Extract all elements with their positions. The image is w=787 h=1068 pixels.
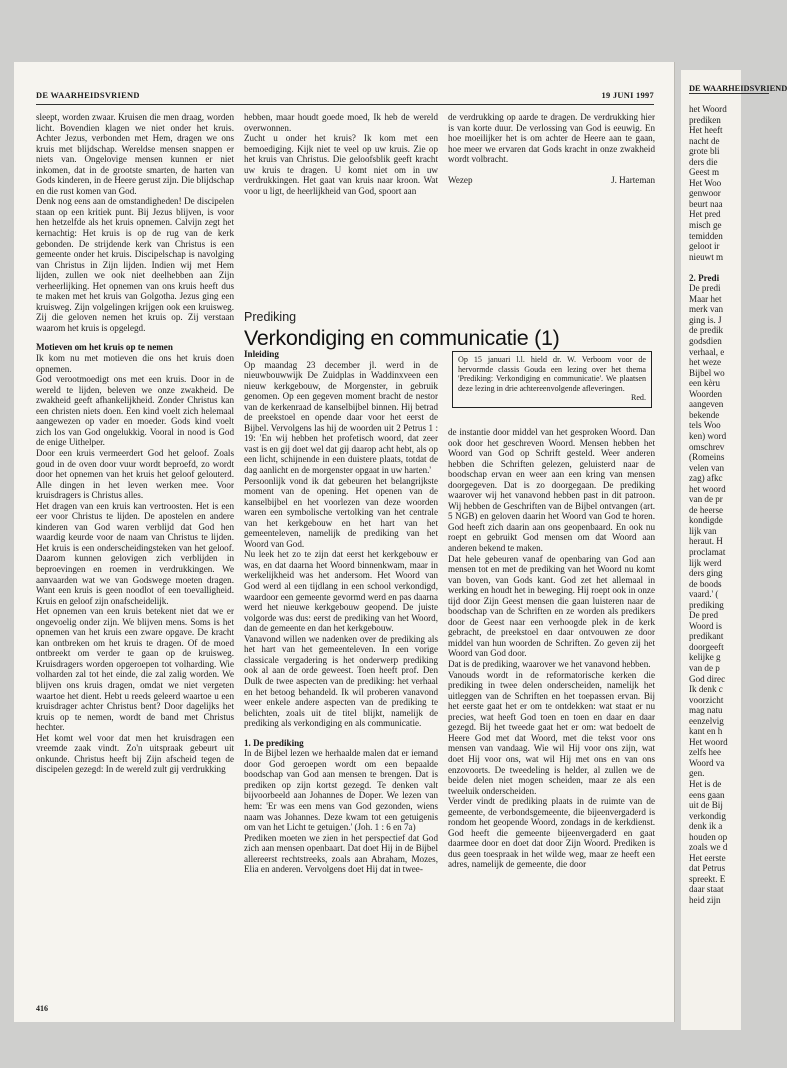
paragraph: Ik kom nu met motieven die ons het kruis doen opnemen. bbox=[36, 353, 234, 374]
next-page-line: spreekt. E bbox=[689, 873, 726, 884]
next-page-line: (Romeins bbox=[689, 452, 725, 463]
paragraph: Dat is de prediking, waarover we het vanavond hebben. bbox=[448, 659, 651, 670]
next-page-line: heid zijn bbox=[689, 895, 721, 906]
next-page-line: Het heeft bbox=[689, 125, 723, 136]
paragraph: Door een kruis vermeerdert God het geloof. Zoals goud in de oven door vuur wordt beproefd, zo wordt door het opnemen van het kruis het geloof gelouterd. Alle dingen in het leven werken mee. Voor kruisdragers is Christus alles. bbox=[36, 447, 234, 501]
editor-note-box bbox=[452, 351, 652, 408]
paragraph: Nu leek het zo te zijn dat eerst het kerkgebouw er was, en dat daarna het Woord binnenkwam, maar in werkelijkheid was het andersom. Het Woord van God werd al een tijdlang in een school verkondigd, waardoor een gemeente gevormd werd en pas daarna werd het nieuwe kerkgebouw geopend. De juiste volgorde was dus: eerst de prediking van het Woord, dan de gemeente en dan het kerkgebouw. bbox=[244, 549, 438, 634]
next-page-line: daar staat bbox=[689, 884, 724, 895]
next-page-line: nacht de bbox=[689, 135, 720, 146]
next-page-line: van de p bbox=[689, 662, 720, 673]
next-page-line bbox=[689, 262, 759, 273]
next-page-line: merk van bbox=[689, 304, 724, 315]
next-page-line: houden op bbox=[689, 831, 728, 842]
paragraph: Vanavond willen we nadenken over de prediking als het hart van het gemeenteleven. In een vorige classicale vergadering is het onderwerp prediking ook al aan de orde geweest. Toen heeft prof. Den Dulk de twee aspecten van de prediking: het verhaal en het betoog behandeld. Ik wil proberen vanavond weer enkele andere aspecten van de prediking te belichten, zoals uit de titel blijkt, namelijk de prediking als verkondiging en als communicatie. bbox=[244, 633, 438, 729]
next-page-line: het Woord bbox=[689, 104, 727, 114]
paragraph: Vanouds wordt in de reformatorische kerken die prediking in twee delen onderscheiden, namelijk het uitleggen van de Schriften en het toepassen ervan. Bij het eerste gaat het er om te ontdekken: wat staat er nu precies, wat heeft God toen en toen en daar en daar gezegd. Bij het tweede gaat het er om: wat bedoelt de Heere God met dat Woord, met die tekst voor ons mensen van vandaag. Wie wil Hij voor ons zijn, wat doet Hij voor ons, wat wil Hij met ons en van ons enzovoorts. De tweedeling is helder, al zullen we de beide delen niet mogen scheiden, maar ze als een tweeluik onderscheiden. bbox=[448, 669, 655, 796]
subheading: Motieven om het kruis op te nemen bbox=[36, 342, 173, 353]
next-page-line: kondigde bbox=[689, 515, 723, 526]
next-page-line: omschrev bbox=[689, 441, 725, 452]
next-page-line: Geest m bbox=[689, 167, 720, 178]
paragraph: Prediken moeten we zien in het perspectief dat God zich aan mensen openbaart. Dat doet Hij in de Bijbel allereerst rechtstreeks, zoals aan Abraham, Mozes, Elia en anderen. Vervolgens doet Hij dat in twee- bbox=[244, 832, 438, 875]
next-page-line: lijk van bbox=[689, 525, 717, 536]
page-number: 416 bbox=[36, 1004, 48, 1013]
next-page-line: denk ik a bbox=[689, 821, 723, 832]
next-page-line: prediken bbox=[689, 114, 721, 125]
next-page-line: lijk werd bbox=[689, 557, 722, 568]
next-page-line: Maar het bbox=[689, 293, 722, 304]
next-page-line: voorzicht bbox=[689, 694, 724, 705]
page-header bbox=[36, 90, 654, 105]
next-page-line: Woord va bbox=[689, 757, 725, 768]
next-page-line: grote bli bbox=[689, 146, 720, 157]
next-page-line: 2. Predi bbox=[689, 272, 720, 283]
paragraph: hebben, maar houdt goede moed, Ik heb de wereld overwonnen. bbox=[244, 112, 438, 133]
paragraph: Het opnemen van een kruis betekent niet dat we er ongevoelig onder zijn. We blijven mens. Soms is het opnemen van het kruis een zware opgave. De kracht kan ontbreken om het kruis te dragen. Of de moed ontbreekt om verder te gaan op de kruisweg. Kruisdragers worden opgeroepen tot volharding. Wie volharden zal tot het einde, die zal zalig worden. We blijven ons kruis dragen, omdat we niet vergeten waartoe het dient. Hebt u reeds geleerd waartoe u een kruisdrager achter Christus bent? Door dagelijks het kruis op te nemen, wordt de band met Christus hechter. bbox=[36, 606, 234, 733]
next-page-line: God direc bbox=[689, 673, 726, 684]
paragraph: Het dragen van een kruis kan vertroosten. Het is een eer voor Christus te lijden. De apostelen en andere kinderen van God waren verblijd dat God hen waardig keurde voor de naam van Christus te lijden. Het kruis is een onderscheidingsteken van het geloof. Daarom kunnen gelovigen zich verblijden in beproevingen en roemen in verdrukkingen. We aanvaarden wat we van Godswege moeten dragen. Want een kruis is geen noodlot of een toevalligheid. Kruis en geloof zijn onafscheidelijk. bbox=[36, 500, 234, 606]
column-3-top bbox=[448, 112, 655, 185]
next-page-line: Het woord bbox=[689, 736, 728, 747]
column-1 bbox=[36, 112, 234, 775]
next-page-line: ders die bbox=[689, 156, 718, 167]
column-3-article bbox=[448, 427, 655, 870]
next-page-line: vaard.' ( bbox=[689, 589, 719, 600]
next-page-line: zelfs hee bbox=[689, 747, 722, 758]
issue-date: 19 JUNI 1997 bbox=[601, 91, 654, 100]
magazine-page bbox=[14, 62, 674, 1022]
next-page-line: aangeven bbox=[689, 399, 724, 410]
paragraph: In de Bijbel lezen we herhaalde malen dat er iemand door God geroepen wordt om een bepaalde boodschap van God aan mensen te brengen. Dat is prediken op zijn kortst gezegd. Te denken valt bijvoorbeeld aan Johannes de Doper. We lezen van hem: 'Er was een mens van God gezonden, wiens naam was Johannes. Deze kwam tot een getuigenis om van het Licht te getuigen.' (Joh. 1 : 6 en 7a) bbox=[244, 748, 438, 833]
next-page-line: temidden bbox=[689, 230, 723, 241]
next-page-line: eenzelvig bbox=[689, 715, 724, 726]
next-page-line: eens gaan bbox=[689, 789, 725, 800]
next-page-line: gen. bbox=[689, 768, 705, 779]
next-page-line: de predik bbox=[689, 325, 724, 336]
paragraph: Denk nog eens aan de omstandigheden! De discipelen staan op een kritiek punt. Bij Jezus blijven, is voor hen hetzelfde als het kruis opnemen. Calvijn zegt het kernachtig: Het kruis is op de rug van de kerk gebonden. De strijdende kerk van Christus is een gemeente onder het kruis. Discipelschap is navolging van Christus in Zijn lijden. Indien wij met Hem lijden, zullen we ook niet deelhebben aan Zijn verheerlijking. Het opnemen van ons kruis heeft dus te maken met het kruis van Golgotha. Jezus ging een kruisweg. Zijn volgelingen krijgen ook een kruisweg. Zij die geloven nemen het kruis op. Zij verstaan waarom het kruis is opgelegd. bbox=[36, 196, 234, 333]
next-page-line: zag) afkc bbox=[689, 473, 723, 484]
next-page-line: bekende bbox=[689, 409, 720, 420]
column-2-article bbox=[244, 349, 438, 875]
subheading: Inleiding bbox=[244, 349, 279, 359]
next-page-line: geloot ir bbox=[689, 241, 720, 252]
paragraph: Dat hele gebeuren vanaf de openbaring van God aan mensen tot en met de prediking van het Woord nu komt van boven, van Gods kant. God zet het allemaal in werking en houdt het in beweging. Hij roept ook in onze tijd door Zijn Geest mensen die gaan luisteren naar de boodschap van de Schriften en ze worden als predikers door de Geest naar een verhoogde plek in de kerk gebracht, de preekstoel en daar ontvouwen ze door middel van hun woorden de Schriften. Zo geven zij het Woord van God door. bbox=[448, 553, 655, 659]
next-page-line: Het pred bbox=[689, 209, 721, 220]
next-page-line: Het Woo bbox=[689, 177, 722, 188]
next-page-line: het woord bbox=[689, 483, 726, 494]
section-kicker: Prediking bbox=[244, 310, 297, 324]
next-page-line: predikant bbox=[689, 631, 724, 642]
next-page-line: nieuwt m bbox=[689, 251, 724, 262]
next-page-line: tels Woo bbox=[689, 420, 721, 431]
author-place: Wezep bbox=[448, 174, 473, 185]
next-page-edge bbox=[681, 70, 787, 1030]
next-page-line: misch ge bbox=[689, 220, 722, 231]
paragraph: Persoonlijk vond ik dat gebeuren het belangrijkste moment van de opening. Het openen van de kanselbijbel en het voorlezen van deze woorden waren een symbolische vertolking van het centrale van het kerkgebouw en het hart van het gemeenteleven, namelijk de prediking van het Woord van God. bbox=[244, 475, 438, 549]
author-name: J. Harteman bbox=[611, 174, 655, 185]
next-page-line: een kèru bbox=[689, 378, 721, 389]
next-page-line: de boods bbox=[689, 578, 722, 589]
paragraph: Verder vindt de prediking plaats in de ruimte van de gemeente, de verbondsgemeente, die bijeenvergaderd is rondom het geopende Woord, zondags in de kerkdienst. God heeft die gemeente bijeenvergaderd en gaat daarmee door en doet dat door Zijn Woord. Prediken is dus geen toespraak in het wilde weg, maar ze heeft een adres, namelijk de gemeente, die door bbox=[448, 796, 655, 870]
editor-credit: Red. bbox=[630, 393, 646, 403]
paragraph: Het komt wel voor dat men het kruisdragen een vreemde zaak vindt. Zo'n uitspraak gebeurt uit onkunde. Christus heeft bij Zijn afscheid tegen de discipelen gezegd: In de wereld zult gij verdrukking bbox=[36, 732, 234, 775]
next-page-line: heraut. H bbox=[689, 536, 723, 547]
next-page-line: verhaal, e bbox=[689, 346, 725, 357]
next-page-line: verkondig bbox=[689, 810, 726, 821]
next-page-line: Bijbel wo bbox=[689, 367, 725, 378]
next-page-line: De predi bbox=[689, 283, 721, 294]
publication-name: DE WAARHEIDSVRIEND bbox=[36, 91, 140, 100]
signature bbox=[448, 175, 655, 186]
article-title: Verkondiging en communicatie (1) bbox=[244, 326, 560, 350]
next-page-line: kelijke g bbox=[689, 652, 721, 663]
next-page-line: beurt naa bbox=[689, 198, 723, 209]
next-page-line: velen van bbox=[689, 462, 725, 473]
paragraph: de verdrukking op aarde te dragen. De verdrukking hier is van korte duur. De verlossing van God is eeuwig. En hoe moeilijker het is om achter de Heere aan te gaan, hoe meer we ervaren dat Gods kracht in onze zwakheid wordt volbracht. bbox=[448, 112, 655, 165]
next-page-line: dat Petrus bbox=[689, 863, 726, 874]
next-page-line: ders ging bbox=[689, 568, 723, 579]
next-page-line: van de pr bbox=[689, 494, 723, 505]
next-page-line: Het is de bbox=[689, 779, 722, 789]
subheading: 1. De prediking bbox=[244, 737, 304, 748]
next-page-column bbox=[689, 104, 759, 906]
paragraph: Op maandag 23 december jl. werd in de nieuwbouwwijk De Zuidplas in Waddinxveen een nieuw kerkgebouw, de Morgenster, in gebruik genomen. Op een gegeven moment bracht de nestor van de kerkenraad de kanselbijbel binnen. Hij betrad de preekstoel en opende daar voor het eerst de Bijbel. Vervolgens las hij de woorden uit 2 Petrus 1 : 19: 'En wij hebben het profetisch woord, dat zeer vast is en gij doet wel dat gij daarop acht hebt, als op een licht, schijnende in een duistere plaats, totdat de dag aanlicht en de morgenster opgaat in uw harten.' bbox=[244, 359, 438, 476]
next-page-line: doorgeeft bbox=[689, 641, 724, 652]
next-page-line: Woorden bbox=[689, 388, 723, 399]
next-page-line: Woord is bbox=[689, 620, 722, 631]
next-page-line: ging is. J bbox=[689, 314, 722, 325]
next-page-line: ken) word bbox=[689, 430, 727, 441]
next-page-line: het weze bbox=[689, 357, 722, 368]
next-page-line: prediking bbox=[689, 599, 724, 610]
next-page-header: DE WAARHEIDSVRIEND bbox=[689, 84, 787, 93]
paragraph: Zucht u onder het kruis? Ik kom met een bemoediging. Kijk niet te veel op uw kruis. Zie op het kruis van Christus. Die geloofsblik geeft kracht uw kruis te dragen. U komt niet om in uw verdrukkingen. Het gaat van kruis naar kroon. Wat voor u ligt, de heerlijkheid van God, spoort aan bbox=[244, 133, 438, 196]
paragraph: de instantie door middel van het gesproken Woord. Dan ook door het geschreven Woord. Mensen hebben het Woord van God op Schrift gesteld. Weer anderen hebben die Schriften gelezen, geluisterd naar de boodschap ervan en weer aan een kring van mensen doorgegeven. Dat is zo doorgegaan. De prediking waarover wij het vanavond hebben past in dit patroon. Wij hebben de Geschriften van de Bijbel ontvangen (art. 5 NGB) en geloven daarin het Woord van God te horen. God heeft zich daarin aan ons geopenbaard. En ook nu roept en gebruikt God mensen om dat Woord aan anderen bekend te maken. bbox=[448, 427, 655, 554]
next-page-line: uit de Bij bbox=[689, 800, 723, 811]
next-page-line: de heerse bbox=[689, 504, 724, 515]
next-page-line: kant en h bbox=[689, 726, 723, 737]
paragraph: God verootmoedigt ons met een kruis. Door in de wereld te lijden, beleven we onze zwakheid. De zwakheid geeft afhankelijkheid. Zonder Christus kan een christen niets doen. Een kind voelt zich helemaal aangewezen op vader en moeder. Gods kind voelt zich los van God ongelukkig. Vooral in nood is God de enige Uithelper. bbox=[36, 374, 234, 448]
editor-note-text: Op 15 januari l.l. hield dr. W. Verboom voor de hervormde classis Gouda een lezing over het thema 'Prediking: Verkondiging en communicatie'. We plaatsen deze lezing in drie achtereenvolgende afleveringen. bbox=[458, 355, 646, 393]
next-page-line: Het eerste bbox=[689, 852, 726, 863]
next-page-line: godsdien bbox=[689, 336, 722, 347]
paragraph: sleept, worden zwaar. Kruisen die men draag, worden licht. Bovendien klagen we niet onder het kruis. Achter Jezus, verbonden met Hem, dragen we ons kruis met blijdschap. Wereldse mensen snappen er niets van. Ongelovige mensen kunnen er niet inkomen, dat in de grootste smarten, de harten van Gods kinderen, in de Heere gerust zijn. Die blijdschap en die rust komen van God. bbox=[36, 112, 234, 196]
column-2-top bbox=[244, 112, 438, 196]
next-page-line: genwoor bbox=[689, 188, 721, 199]
next-page-line: mag natu bbox=[689, 705, 723, 716]
next-page-line: zoals we d bbox=[689, 842, 728, 853]
article-heading bbox=[244, 310, 654, 351]
next-page-line: proclamat bbox=[689, 546, 726, 557]
next-page-line: Ik denk c bbox=[689, 684, 723, 695]
next-page-line: De pred bbox=[689, 610, 719, 621]
